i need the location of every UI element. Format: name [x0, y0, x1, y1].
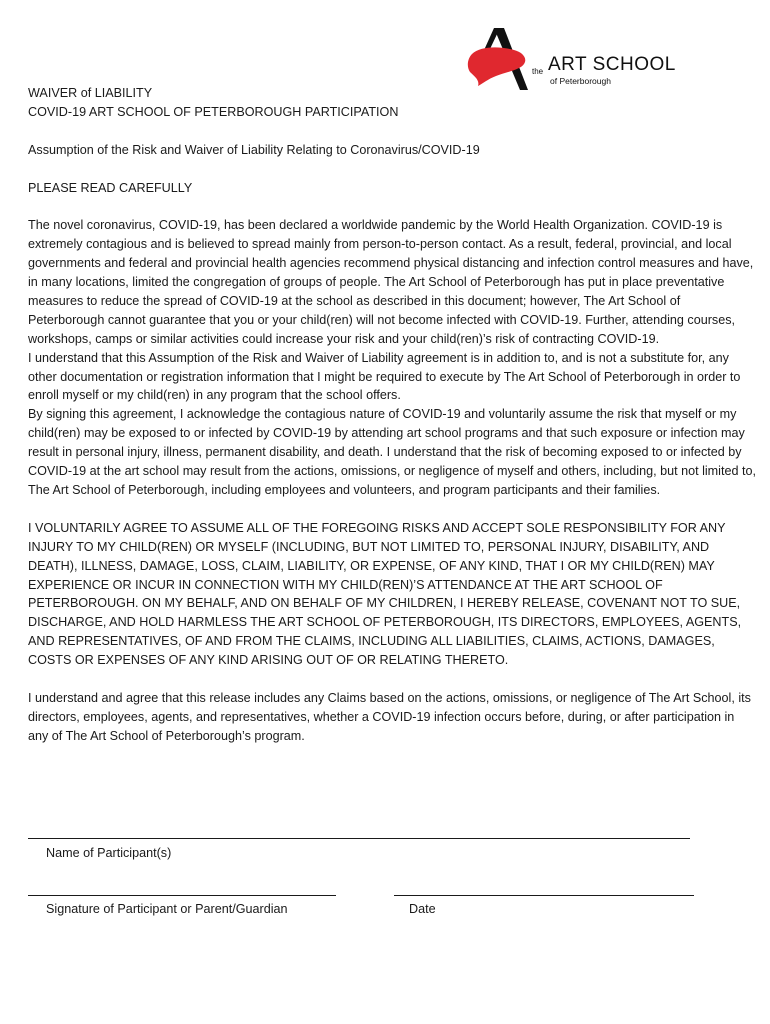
read-carefully-notice: PLEASE READ CAREFULLY: [28, 180, 193, 195]
logo-main-text: ART SCHOOL: [548, 54, 676, 75]
paragraph-acknowledgement: By signing this agreement, I acknowledge the contagious nature of COVID-19 and voluntarily assume the risk that myself or my child(ren) may be exposed to or infected by COVID-19 by attending art school programs and that such exposure or infection may result in personal injury, illness, permanent disability, and death. I understand that the risk of becoming exposed to or infected by COVID-19 at the art school may result from the actions, omissions, or negligence of myself and others, including, but not limited to, The Art School of Peterborough, including employees and volunteers, and program participants and their families.: [28, 407, 756, 497]
date-line[interactable]: [394, 895, 694, 896]
waiver-document: [28, 84, 758, 746]
paragraph-claims: I understand and agree that this release includes any Claims based on the actions, omissions, or negligence of The Art School, its directors, employees, agents, and representatives, whether a COVID-19 infection occurs before, during, or after participation in any of The Art School of Peterborough’s program.: [28, 690, 751, 743]
participant-name-label: Name of Participant(s): [46, 846, 172, 860]
date-label: Date: [409, 902, 436, 916]
art-school-logo: [466, 26, 686, 92]
paragraph-release: I VOLUNTARILY AGREE TO ASSUME ALL OF THE FOREGOING RISKS AND ACCEPT SOLE RESPONSIBILITY FOR ANY INJURY TO MY CHILD(REN) OR MYSELF (INCLUDING, BUT NOT LIMITED TO, PERSONAL INJURY, DISABILITY, AND DEATH), ILLNESS, DAMAGE, LOSS, CLAIM, LIABILITY, OR EXPENSE, OF ANY KIND, THAT I OR MY CHILD(REN) MAY EXPERIENCE OR INCUR IN CONNECTION WITH MY CHILD(REN)’S ATTENDANCE AT THE ART SCHOOL OF PETERBOROUGH. ON MY BEHALF, AND ON BEHALF OF MY CHILDREN, I HEREBY RELEASE, COVENANT NOT TO SUE, DISCHARGE, AND HOLD HARMLESS THE ART SCHOOL OF PETERBOROUGH, ITS DIRECTORS, EMPLOYEES, AGENTS, AND REPRESENTATIVES, OF AND FROM THE CLAIMS, INCLUDING ALL LIABILITIES, CLAIMS, ACTIONS, DAMAGES, COSTS OR EXPENSES OF ANY KIND ARISING OUT OF OR RELATING THERETO.: [28, 520, 742, 668]
signature-label: Signature of Participant or Parent/Guardian: [46, 902, 288, 916]
waiver-subtitle: Assumption of the Risk and Waiver of Liability Relating to Coronavirus/COVID-19: [28, 142, 480, 157]
paragraph-pandemic: The novel coronavirus, COVID-19, has been declared a worldwide pandemic by the World Health Organization. COVID-19 is extremely contagious and is believed to spread mainly from person-to-person contact. As a result, federal, provincial, and local governments and federal and provincial health agencies recommend physical distancing and infection control measures and have, in many locations, limited the congregation of groups of people. The Art School of Peterborough has put in place preventative measures to reduce the spread of COVID-19 at the school as described in this document; however, The Art School of Peterborough cannot guarantee that you or your child(ren) will not become infected with COVID-19. Further, attending courses, workshops, camps or similar activities could increase your risk and your child(ren)’s risk of contracting COVID-19.: [28, 218, 754, 346]
logo-sub-text: of Peterborough: [550, 76, 611, 86]
paragraph-addition: I understand that this Assumption of the Risk and Waiver of Liability agreement is in addition to, and is not a substitute for, any other documentation or registration information that I might be required to execute by The Art School of Peterborough in order to enroll myself or my child(ren) in any program that the school offers.: [28, 350, 741, 403]
heading-title: WAIVER of LIABILITY: [28, 86, 153, 100]
participant-name-line[interactable]: [28, 838, 690, 839]
heading-subtitle: COVID-19 ART SCHOOL OF PETERBOROUGH PARTICIPATION: [28, 104, 399, 119]
signature-line[interactable]: [28, 895, 336, 896]
logo-the-text: the: [532, 67, 544, 76]
